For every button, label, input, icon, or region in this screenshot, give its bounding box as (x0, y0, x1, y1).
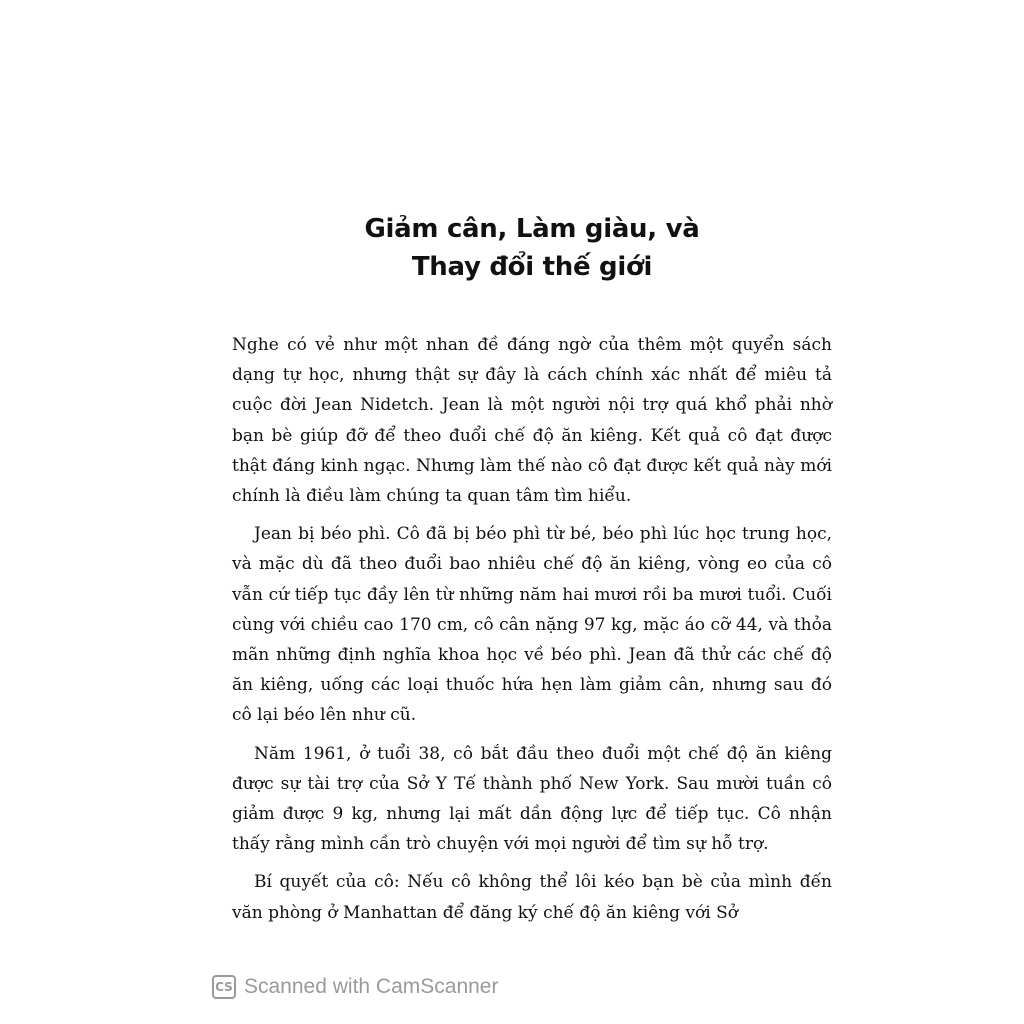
paragraph-2: Jean bị béo phì. Cô đã bị béo phì từ bé, béo phì lúc học trung học, và mặc dù đã theo đuổi bao nhiêu chế độ ăn kiêng, vòng eo của cô vẫn cứ tiếp tục đầy lên từ những năm hai mươi rồi ba mươi tuổi. Cuối cùng với chiều cao 170 cm, cô cân nặng 97 kg, mặc áo cỡ 44, và thỏa mãn những định nghĩa khoa học về béo phì. Jean đã thử các chế độ ăn kiêng, uống các loại thuốc hứa hẹn làm giảm cân, nhưng sau đó cô lại béo lên như cũ. (232, 524, 832, 726)
paragraph-4: Bí quyết của cô: Nếu cô không thể lôi kéo bạn bè của mình đến văn phòng ở Manhattan để đăng ký chế độ ăn kiêng với Sở (232, 872, 832, 923)
chapter-title (230, 210, 834, 286)
camscanner-logo-icon: CS (212, 975, 236, 999)
body-text (232, 330, 832, 928)
chapter-title-line-1: Giảm cân, Làm giàu, và (364, 214, 700, 244)
watermark-text: Scanned with CamScanner (244, 975, 499, 998)
paragraph-3: Năm 1961, ở tuổi 38, cô bắt đầu theo đuổi một chế độ ăn kiêng được sự tài trợ của Sở Y Tế thành phố New York. Sau mười tuần cô giảm được 9 kg, nhưng lại mất dần động lực để tiếp tục. Cô nhận thấy rằng mình cần trò chuyện với mọi người để tìm sự hỗ trợ. (232, 743, 832, 855)
camscanner-watermark (212, 972, 498, 1002)
chapter-title-line-2: Thay đổi thế giới (411, 252, 653, 282)
paragraph-1: Nghe có vẻ như một nhan đề đáng ngờ của thêm một quyển sách dạng tự học, nhưng thật sự đây là cách chính xác nhất để miêu tả cuộc đời Jean Nidetch. Jean là một người nội trợ quá khổ phải nhờ bạn bè giúp đỡ để theo đuổi chế độ ăn kiêng. Kết quả cô đạt được thật đáng kinh ngạc. Nhưng làm thế nào cô đạt được kết quả này mới chính là điều làm chúng ta quan tâm tìm hiểu. (232, 335, 832, 507)
